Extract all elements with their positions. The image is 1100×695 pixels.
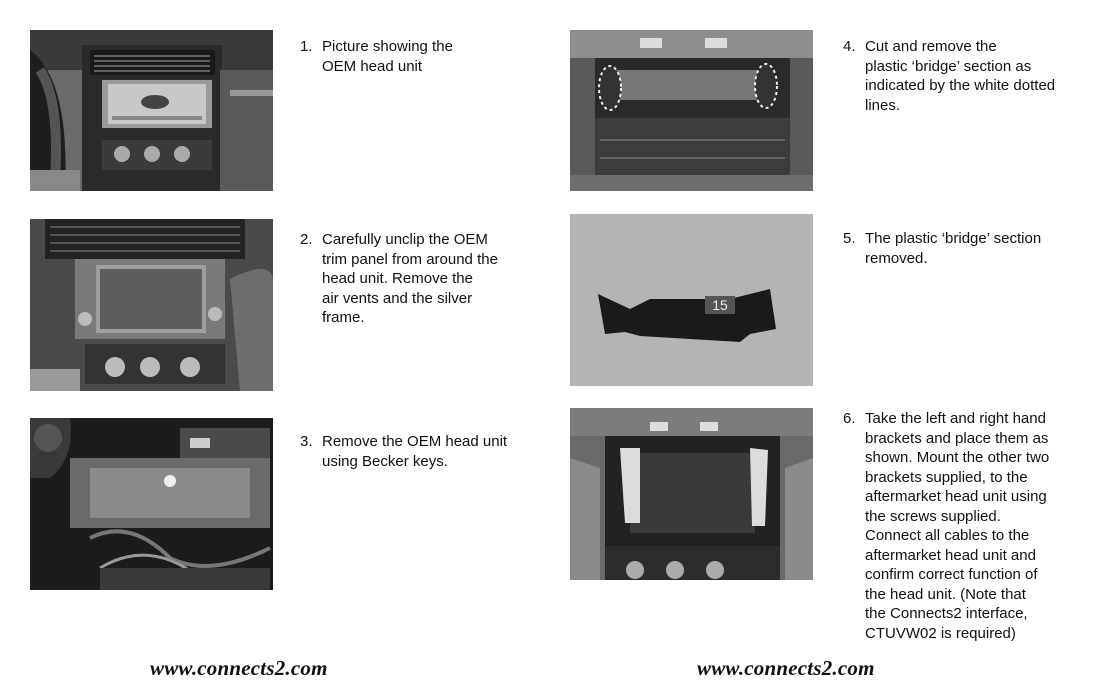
- step-text-line: head unit. Remove the: [322, 270, 473, 287]
- photo-trim-panel-removed: [30, 219, 273, 391]
- step-text-line: CTUVW02 is required): [865, 624, 1016, 642]
- step-text-line: Cut and remove the: [865, 38, 997, 55]
- step-text-line: air vents and the silver: [322, 289, 473, 307]
- photo-bridge-removed: [570, 214, 813, 386]
- step-text-line: the head unit. (Note that: [865, 585, 1026, 603]
- step-text-line: brackets and place them as: [865, 429, 1049, 447]
- step-4: [843, 37, 1055, 115]
- step-text-line: using Becker keys.: [322, 452, 448, 470]
- step-text-line: brackets supplied, to the: [865, 468, 1028, 486]
- step-text-line: frame.: [322, 309, 365, 326]
- step-text-line: Picture showing the: [322, 38, 453, 55]
- step-text-line: Remove the OEM head unit: [322, 433, 508, 450]
- step-text-line: Carefully unclip the OEM: [322, 231, 488, 248]
- step-text-line: The plastic ‘bridge’ section: [865, 230, 1042, 247]
- step-text-line: the screws supplied.: [865, 507, 1001, 525]
- step-text-line: the Connects2 interface,: [865, 605, 1028, 622]
- step-number: 6.: [843, 410, 856, 427]
- step-text-line: Take the left and right hand: [865, 410, 1046, 427]
- step-text-line: OEM head unit: [322, 57, 423, 75]
- part-number-label: 15: [712, 297, 728, 313]
- step-text-line: removed.: [865, 249, 928, 267]
- photo-oem-head-unit: [30, 30, 273, 191]
- step-text-line: trim panel from around the: [322, 250, 498, 268]
- footer-website-left[interactable]: www.connects2.com: [150, 656, 328, 680]
- step-number: 4.: [843, 38, 856, 55]
- step-3: [300, 432, 507, 471]
- footer-website-right[interactable]: www.connects2.com: [697, 656, 875, 680]
- step-text-line: aftermarket head unit and: [865, 546, 1036, 564]
- step-text-line: lines.: [865, 96, 901, 114]
- photo-brackets-fitted: [570, 408, 813, 580]
- step-1: [300, 37, 453, 76]
- photo-becker-keys-removal: [30, 418, 273, 590]
- step-number: 1.: [300, 38, 313, 55]
- step-text-line: aftermarket head unit using: [865, 488, 1047, 505]
- step-number: 2.: [300, 231, 313, 248]
- step-2: [300, 230, 498, 328]
- step-5: [843, 229, 1041, 268]
- step-number: 5.: [843, 230, 856, 247]
- step-text-line: plastic ‘bridge’ section as: [865, 57, 1032, 75]
- step-text-line: confirm correct function of: [865, 566, 1038, 583]
- photo-bridge-cut-lines: [570, 30, 813, 191]
- step-number: 3.: [300, 433, 313, 450]
- step-text-line: indicated by the white dotted: [865, 77, 1056, 94]
- step-text-line: Connect all cables to the: [865, 527, 1030, 544]
- step-6: [843, 409, 1049, 643]
- step-text-line: shown. Mount the other two: [865, 449, 1050, 466]
